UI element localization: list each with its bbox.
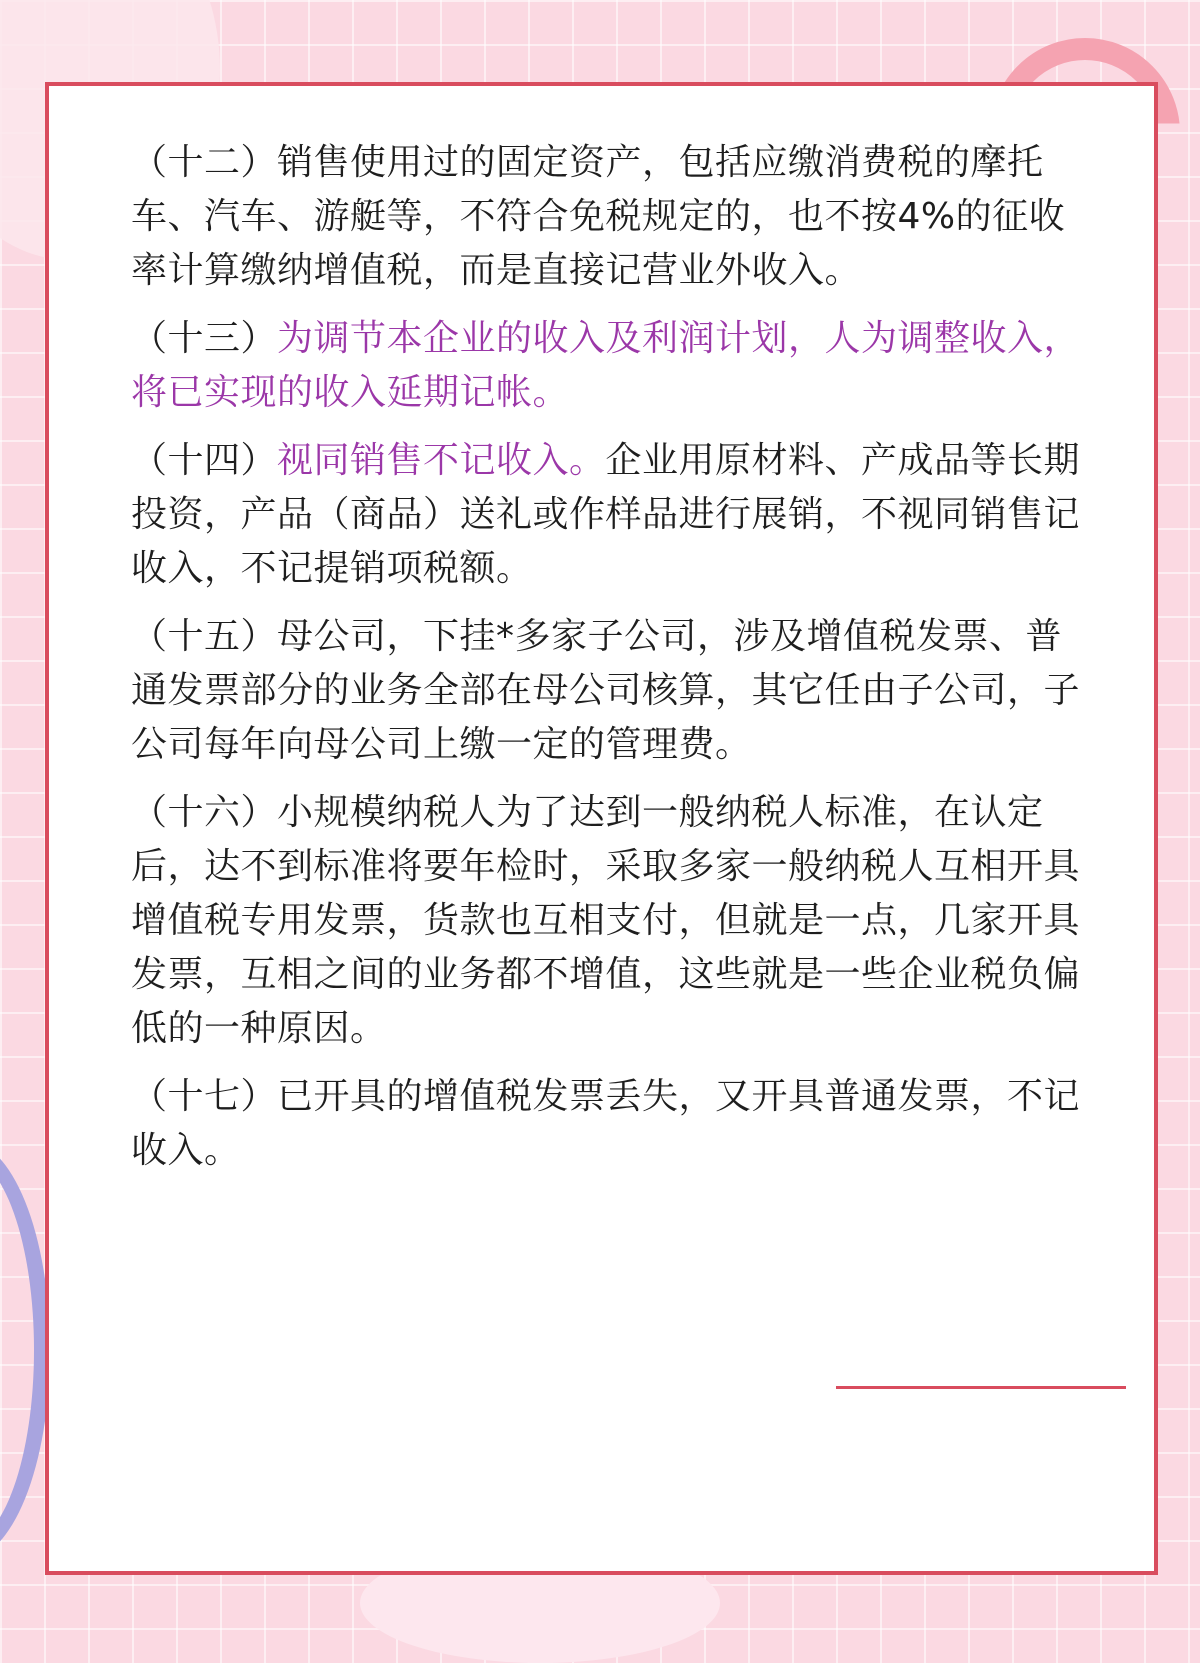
- paragraph-13: [131, 312, 1086, 420]
- paragraph-prefix: （十五）: [131, 616, 278, 657]
- paragraph-prefix: （十四）: [131, 440, 278, 481]
- paragraph-text: 母公司，下挂*多家子公司，涉及增值税发票、普通发票部分的业务全部在母公司核算，其它任由子公司，子公司每年向母公司上缴一定的管理费。: [131, 616, 1081, 765]
- paragraph-text: 已开具的增值税发票丢失，又开具普通发票，不记收入。: [131, 1076, 1081, 1171]
- paragraph-text: 小规模纳税人为了达到一般纳税人标准，在认定后，达不到标准将要年检时，采取多家一般纳税人互相开具增值税专用发票，货款也互相支付，但就是一点，几家开具发票，互相之间的业务都不增值，这些就是一些企业税负偏低的一种原因。: [131, 792, 1081, 1049]
- paragraph-16: [131, 786, 1086, 1056]
- paragraph-15: [131, 610, 1086, 772]
- paragraph-highlight: 为调节本企业的收入及利润计划，人为调整收入，将已实现的收入延期记帐。: [131, 318, 1081, 413]
- paragraph-list: [131, 136, 1086, 1192]
- paragraph-17: [131, 1070, 1086, 1178]
- paragraph-14: [131, 434, 1086, 596]
- paragraph-prefix: （十三）: [131, 318, 278, 359]
- paragraph-text: 销售使用过的固定资产，包括应缴消费税的摩托车、汽车、游艇等，不符合免税规定的，也不按4%的征收率计算缴纳增值税，而是直接记营业外收入。: [131, 142, 1066, 291]
- content-card: [45, 82, 1158, 1575]
- paragraph-12: [131, 136, 1086, 298]
- paragraph-prefix: （十六）: [131, 792, 278, 833]
- decor-arc-left: [0, 1140, 50, 1560]
- paragraph-prefix: （十二）: [131, 142, 278, 183]
- footer-divider: [836, 1386, 1126, 1389]
- paragraph-text: 企业用原材料、产成品等长期投资，产品（商品）送礼或作样品进行展销，不视同销售记收入，不记提销项税额。: [131, 440, 1081, 589]
- paragraph-highlight: 视同销售不记收入。: [277, 440, 606, 481]
- paragraph-prefix: （十七）: [131, 1076, 278, 1117]
